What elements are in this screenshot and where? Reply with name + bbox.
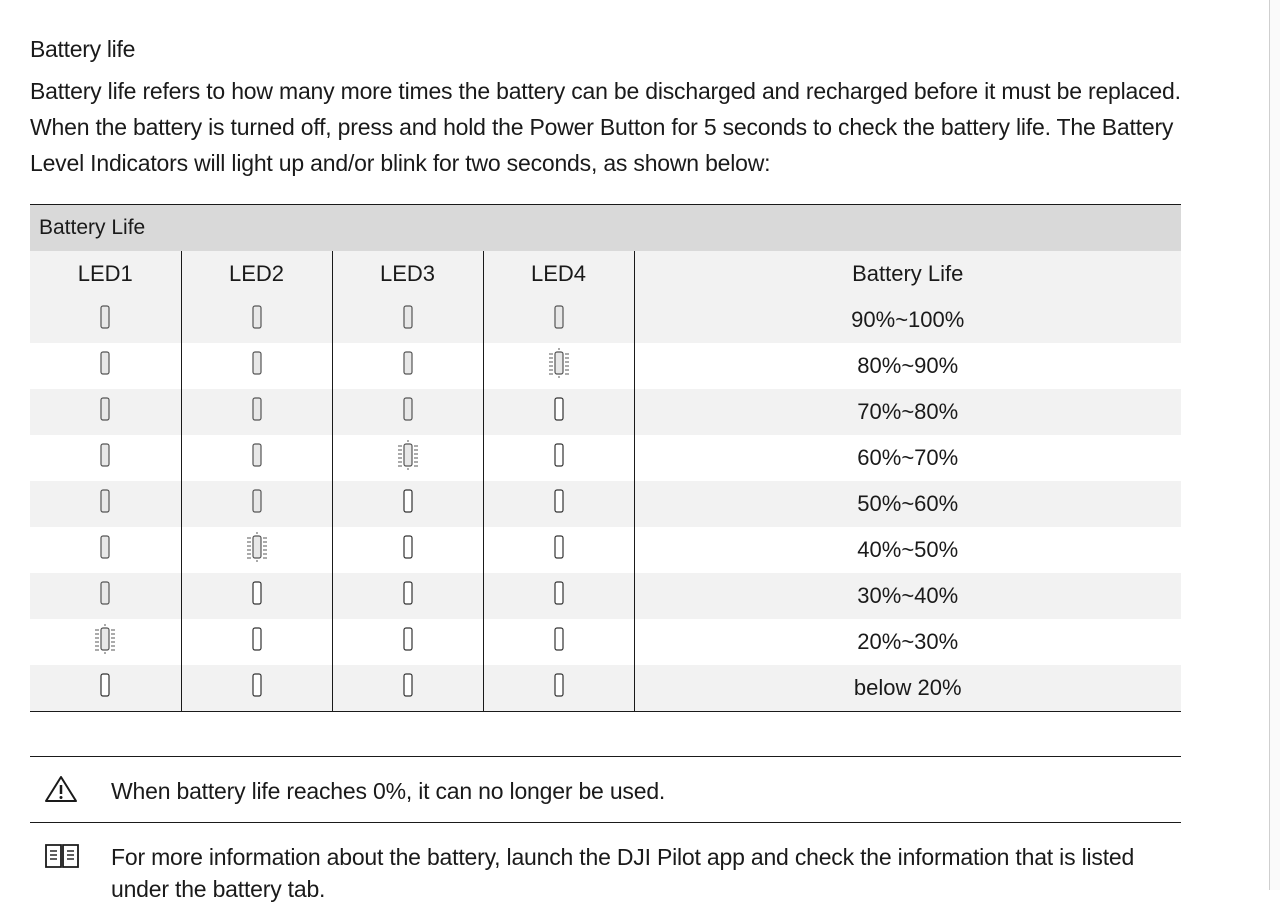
led-on-icon: [245, 348, 269, 384]
led4-cell: [483, 297, 634, 343]
led4-cell: [483, 481, 634, 527]
led-blink-icon: [93, 624, 117, 660]
table-row: [30, 619, 1181, 665]
table-row: [30, 527, 1181, 573]
battery-life-cell: 20%~30%: [857, 629, 959, 654]
led2-cell: [181, 297, 332, 343]
led-off-icon: [547, 440, 571, 476]
battery-life-cell: 60%~70%: [857, 445, 959, 470]
led4-cell: [483, 435, 634, 481]
led2-cell: [181, 481, 332, 527]
note-warning-text: When battery life reaches 0%, it can no longer be used.: [111, 778, 666, 804]
led-on-icon: [93, 486, 117, 522]
led-on-icon: [396, 302, 420, 338]
battery-life-cell: 40%~50%: [857, 537, 959, 562]
led-off-icon: [396, 578, 420, 614]
led1-cell: [30, 297, 181, 343]
led-off-icon: [547, 578, 571, 614]
led3-cell: [332, 297, 483, 343]
table-row: [30, 343, 1181, 389]
led4-cell: [483, 527, 634, 573]
led4-cell: [483, 389, 634, 435]
battery-life-cell: 90%~100%: [634, 297, 1181, 343]
led-on-icon: [93, 440, 117, 476]
led-off-icon: [547, 532, 571, 568]
led2-cell: [181, 573, 332, 619]
led-off-icon: [547, 670, 571, 706]
led-off-icon: [396, 624, 420, 660]
led3-cell: [332, 435, 483, 481]
led2-cell: [181, 527, 332, 573]
led3-cell: [332, 481, 483, 527]
led4-cell: [483, 619, 634, 665]
header-led2: LED2: [181, 251, 332, 297]
led-off-icon: [396, 670, 420, 706]
battery-life-cell: 80%~90%: [857, 353, 959, 378]
led-off-icon: [547, 394, 571, 430]
table-row: [30, 573, 1181, 619]
led-on-icon: [547, 302, 571, 338]
led-blink-icon: [396, 440, 420, 476]
led-on-icon: [245, 440, 269, 476]
led-blink-icon: [547, 348, 571, 384]
led4-cell: [483, 573, 634, 619]
led4-cell: [483, 665, 634, 712]
led2-cell: [181, 665, 332, 712]
table-row: [30, 435, 1181, 481]
led-on-icon: [245, 394, 269, 430]
led2-cell: [181, 389, 332, 435]
header-battery-life: Battery Life: [634, 251, 1181, 297]
led-off-icon: [396, 532, 420, 568]
table-row: [30, 389, 1181, 435]
led-on-icon: [93, 578, 117, 614]
table-row: [30, 665, 1181, 712]
led-on-icon: [93, 532, 117, 568]
led-on-icon: [396, 394, 420, 430]
led3-cell: [332, 573, 483, 619]
table-header-row: [30, 251, 1181, 297]
table-row: [30, 481, 1181, 527]
led3-cell: [332, 343, 483, 389]
battery-life-cell: 70%~80%: [634, 389, 1181, 435]
led2-cell: [181, 435, 332, 481]
led-on-icon: [245, 486, 269, 522]
header-led1: LED1: [30, 251, 181, 297]
led3-cell: [332, 665, 483, 712]
led-off-icon: [245, 670, 269, 706]
note-info-text: For more information about the battery, launch the DJI Pilot app and check the information that is listed under the battery tab.: [111, 844, 1135, 902]
led1-cell: [30, 573, 181, 619]
battery-life-cell: below 20%: [634, 665, 1181, 712]
led2-cell: [181, 343, 332, 389]
led3-cell: [332, 619, 483, 665]
battery-life-table: [30, 204, 1181, 712]
book-icon: [44, 841, 80, 874]
led1-cell: [30, 665, 181, 712]
battery-life-cell: 50%~60%: [634, 481, 1181, 527]
header-led4: LED4: [483, 251, 634, 297]
led-off-icon: [396, 486, 420, 522]
header-led3: LED3: [332, 251, 483, 297]
page-edge: [1269, 0, 1280, 890]
notes-section: [30, 756, 1181, 902]
led1-cell: [30, 389, 181, 435]
table-row: [30, 297, 1181, 343]
led-on-icon: [245, 302, 269, 338]
table-title: Battery Life: [30, 205, 1181, 252]
note-info: [30, 822, 1181, 902]
led-off-icon: [245, 624, 269, 660]
led-off-icon: [93, 670, 117, 706]
led-blink-icon: [245, 532, 269, 568]
led-on-icon: [93, 302, 117, 338]
led-off-icon: [547, 624, 571, 660]
note-warning: [30, 756, 1181, 822]
led3-cell: [332, 389, 483, 435]
led-off-icon: [547, 486, 571, 522]
led1-cell: [30, 435, 181, 481]
section-heading: Battery life: [30, 36, 136, 62]
led1-cell: [30, 343, 181, 389]
led1-cell: [30, 527, 181, 573]
battery-life-cell: 30%~40%: [634, 573, 1181, 619]
led-on-icon: [396, 348, 420, 384]
document-page: [30, 36, 1182, 902]
led3-cell: [332, 527, 483, 573]
led-on-icon: [93, 348, 117, 384]
led1-cell: [30, 619, 181, 665]
intro-paragraph: Battery life refers to how many more times the battery can be discharged and recharged before it must be replaced. When the battery is turned off, press and hold the Power Button for 5 seconds to check the battery life. The Battery Level Indicators will light up and/or blink for two seconds, as shown below:: [30, 78, 1181, 176]
led-off-icon: [245, 578, 269, 614]
led-on-icon: [93, 394, 117, 430]
led4-cell: [483, 343, 634, 389]
led1-cell: [30, 481, 181, 527]
led2-cell: [181, 619, 332, 665]
warning-icon: [44, 775, 78, 808]
